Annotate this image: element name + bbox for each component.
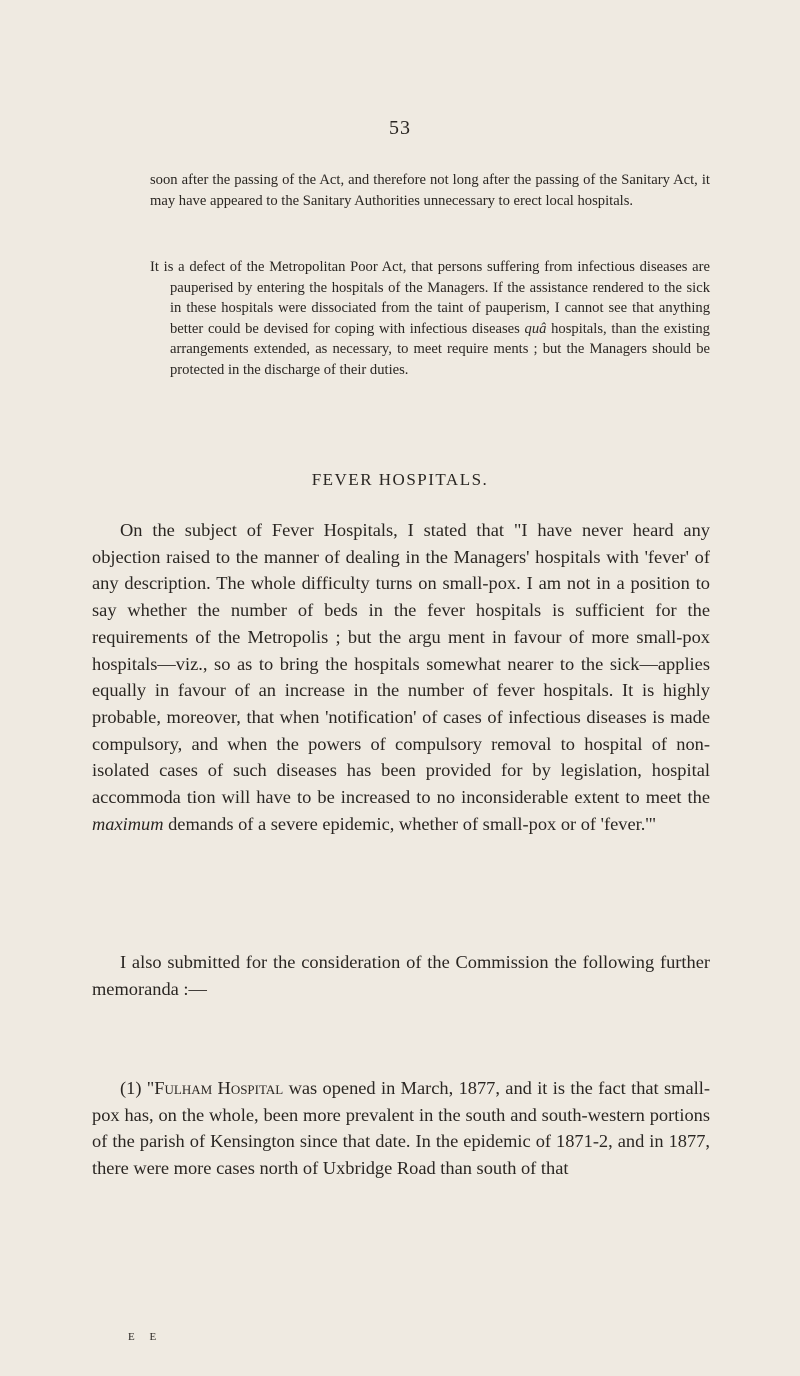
section-heading: FEVER HOSPITALS. [311,470,489,489]
paragraph-text-part: (1) " [120,1078,155,1098]
paragraph-text-part: hospitals, than the existing arrangements extended, as necessary, to meet require ments ; but the Managers should be protected in the discharge of their duties. [170,320,710,378]
paragraph-body [150,257,710,381]
paragraph-text-part: On the subject of Fever Hospitals, I stated that "I have never heard any objection raised to the manner of dealing in the Managers' hospitals with 'fever' of any description. The whole difficulty turns on small-pox. I am not in a position to say whether the number of beds in the fever hospitals is sufficient for the requirements of the Metropolis ; but the argu ment in favour of more small-pox hospitals—viz., so as to bring the hospitals somewhat nearer to the sick—applies equally in favour of an increase in the number of fever hospitals. It is highly probable, moreover, that when 'notification' of cases of infectious diseases is made compulsory, and when the powers of compulsory removal to hospital of non-isolated cases of such diseases has been provided for by legislation, hospital accommoda tion will have to be increased to no inconsiderable extent to meet the [92,520,710,808]
paragraph-fulham-hospital [92,1075,710,1182]
paragraph-continuation [150,170,710,211]
hospital-name: Fulham Hospital [154,1078,284,1098]
paragraph-text-part: demands of a severe epidemic, whether of small-pox or of 'fever.'" [163,813,657,834]
signature-mark: E E [128,1331,163,1343]
paragraph-memoranda-intro [92,949,710,1002]
paragraph-fever-hospitals [92,517,710,837]
paragraph-text: soon after the passing of the Act, and therefore not long after the passing of the Sanitary Act, it may have appeared to the Sanitary Authorities unnecessary to erect local hospitals. [150,172,710,209]
paragraph-body [92,1075,710,1182]
paragraph-body: I also submitted for the consideration of the Commission the following further memoranda :— [92,952,710,999]
page-number: 53 [389,117,411,139]
paragraph-text-part: was opened in March, 1877, and it is the fact that small-pox has, on the whole, been more prevalent in the south and south-western portions of the parish of Kensington since that date. In the epidemic of 1871-2, and in 1877, there were more cases north of Uxbridge Road than south of that [92,1078,710,1179]
paragraph-body [92,517,710,837]
emphasis-term: maximum [92,813,164,834]
latin-term: quâ [524,320,547,337]
paragraph-poor-act [150,257,710,381]
paragraph-text-part: It is a defect of the Metropolitan Poor Act, that persons suffering from infectious diseases are pauperised by entering the hospitals of the Managers. If the assistance rendered to the sick in these hospitals were dissociated from the taint of pauperism, I cannot see that anything better could be devised for coping with infectious diseases [150,259,710,337]
